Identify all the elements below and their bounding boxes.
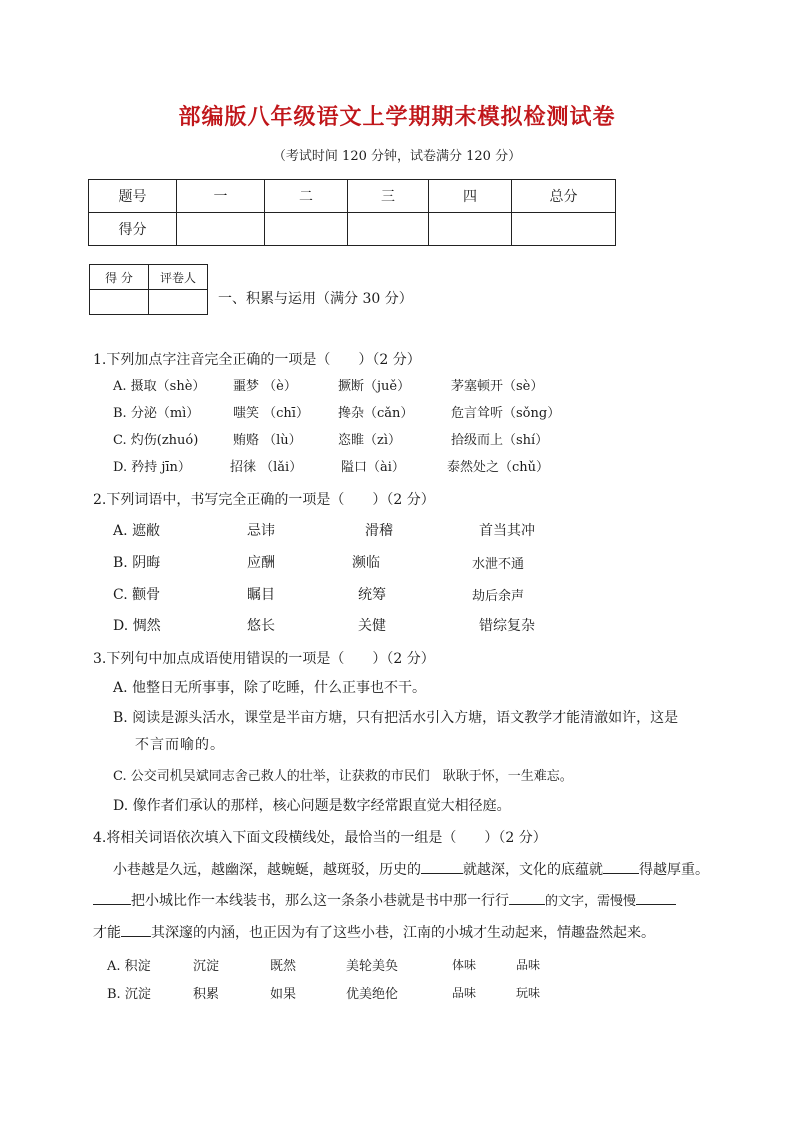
option-b-2: 应酬: [247, 555, 275, 571]
option-a-3: 既然: [270, 959, 297, 974]
option-b: B. 阅读是源头活水，课堂是半亩方塘，只有把活水引入方塘，语文教学才能清澈如许，这是: [113, 710, 679, 726]
option-b-5: 品味: [452, 986, 477, 1000]
question-2-stem: 2.下列词语中，书写完全正确的一项是（ ）（2 分）: [93, 492, 435, 508]
option-a-5: 体味: [452, 958, 477, 972]
answer-blank[interactable]: [603, 859, 639, 874]
option-c-2: 贿赂 （lù）: [233, 433, 302, 448]
option-a-4: 首当其冲: [479, 523, 535, 539]
passage-line-1: [113, 859, 709, 879]
option-b-6: 玩味: [516, 986, 541, 1000]
score-header: 四: [429, 180, 512, 213]
option-a-2: 忌讳: [247, 523, 275, 539]
score-header: 总分: [512, 180, 616, 213]
option-d: D. 像作者们承认的那样，核心问题是数字经常跟直觉大相径庭。: [113, 798, 511, 814]
grader-name-cell[interactable]: [149, 290, 208, 315]
section-heading: 一、积累与运用（满分 30 分）: [218, 291, 413, 307]
passage-text: 其深邃的内涵，也正因为有了这些小巷，江南的小城才生动起来，情趣盎然起来。: [151, 925, 655, 941]
exam-subtitle: （考试时间 120 分钟，试卷满分 120 分）: [272, 149, 522, 164]
passage-line-2: [93, 890, 676, 910]
score-cell[interactable]: [512, 213, 616, 246]
option-b-1: B. 分泌（mì）: [113, 406, 200, 421]
option-d-3: 关健: [358, 618, 386, 634]
answer-blank[interactable]: [121, 922, 151, 937]
option-a-2: 沉淀: [193, 959, 220, 974]
option-d-1: D. 惆然: [113, 618, 161, 634]
option-c-4: 拾级而上（shí）: [451, 433, 549, 448]
score-cell[interactable]: [429, 213, 512, 246]
option-b-3: 如果: [270, 987, 297, 1002]
option-c-2: 瞩目: [247, 587, 275, 603]
option-c-3: 统筹: [358, 587, 386, 603]
option-b-2: 积累: [193, 987, 220, 1002]
question-1-stem: 1.下列加点字注音完全正确的一项是（ ）（2 分）: [93, 352, 421, 368]
option-d-2: 招徕 （lǎi）: [230, 460, 303, 475]
option-d-3: 隘口（ài）: [341, 460, 405, 475]
score-header: 三: [348, 180, 429, 213]
option-a-4: 茅塞顿开（sè）: [451, 379, 544, 394]
option-b-4: 优美绝伦: [346, 987, 399, 1002]
passage-text: 得越厚重。: [639, 862, 709, 878]
option-c-4: 劫后余声: [472, 589, 525, 604]
score-header: 题号: [89, 180, 177, 213]
exam-title: 部编版八年级语文上学期期末模拟检测试卷: [178, 104, 616, 130]
grader-table: [89, 264, 208, 315]
option-b-4: 水泄不通: [472, 557, 525, 572]
passage-text: 小巷越是久远，越幽深，越蜿蜒，越斑驳，历史的: [113, 862, 421, 878]
option-a: A. 他整日无所事事，除了吃睡，什么正事也不干。: [113, 680, 427, 696]
option-b-1: B. 沉淀: [107, 987, 151, 1002]
option-c: C. 公交司机吴斌同志舍己救人的壮举，让获救的市民们 耿耿于怀，一生难忘。: [113, 769, 573, 784]
answer-blank[interactable]: [636, 890, 676, 905]
option-b-3: 搀杂（cǎn）: [338, 406, 414, 421]
option-c-1: C. 灼伤(zhuó): [113, 433, 199, 448]
grader-score-label: 得 分: [90, 265, 149, 290]
score-header: 二: [265, 180, 348, 213]
score-row-label: 得分: [89, 213, 177, 246]
option-b-1: B. 阴晦: [113, 555, 161, 571]
grader-score-cell[interactable]: [90, 290, 149, 315]
option-d-1: D. 矜持 jīn）: [113, 460, 191, 475]
score-cell[interactable]: [265, 213, 348, 246]
option-d-4: 泰然处之（chǔ）: [447, 460, 550, 475]
option-b-4: 危言耸听（sǒng）: [451, 406, 561, 421]
answer-blank[interactable]: [421, 859, 463, 874]
passage-text: 就越深，文化的底蕴就: [463, 862, 603, 878]
option-a-1: A. 积淀: [107, 959, 151, 974]
option-c-1: C. 颧骨: [113, 587, 161, 603]
score-cell[interactable]: [177, 213, 265, 246]
option-a-1: A. 摄取（shè）: [113, 379, 206, 394]
question-4-stem: 4.将相关词语依次填入下面文段横线处，最恰当的一组是（ ）（2 分）: [93, 830, 547, 846]
question-3-stem: 3.下列句中加点成语使用错误的一项是（ ）（2 分）: [93, 651, 435, 667]
option-a-4: 美轮美奂: [346, 959, 399, 974]
option-b-3: 濒临: [352, 555, 380, 571]
passage-line-3: [93, 922, 655, 942]
option-a-2: 噩梦 （è）: [233, 379, 297, 394]
score-cell[interactable]: [348, 213, 429, 246]
option-a-3: 滑稽: [365, 523, 393, 539]
answer-blank[interactable]: [93, 890, 131, 905]
answer-blank[interactable]: [509, 890, 545, 905]
grader-name-label: 评卷人: [149, 265, 208, 290]
passage-text: 才能: [93, 925, 121, 941]
option-b-2: 嗤笑 （chī）: [233, 406, 309, 421]
score-header: 一: [177, 180, 265, 213]
option-a-3: 撅断（juě）: [338, 379, 411, 394]
passage-text: 把小城比作一本线装书，那么这一条条小巷就是书中那一行行: [131, 893, 509, 909]
option-a-1: A. 遮敝: [113, 523, 161, 539]
score-table: [88, 179, 616, 246]
option-d-2: 悠长: [247, 618, 275, 634]
option-b-continued: 不言而喻的。: [135, 737, 225, 753]
passage-text: 的文字，需慢慢: [545, 894, 637, 909]
option-c-3: 恣睢（zì）: [338, 433, 402, 448]
option-a-6: 品味: [516, 958, 541, 972]
option-d-4: 错综复杂: [479, 618, 535, 634]
